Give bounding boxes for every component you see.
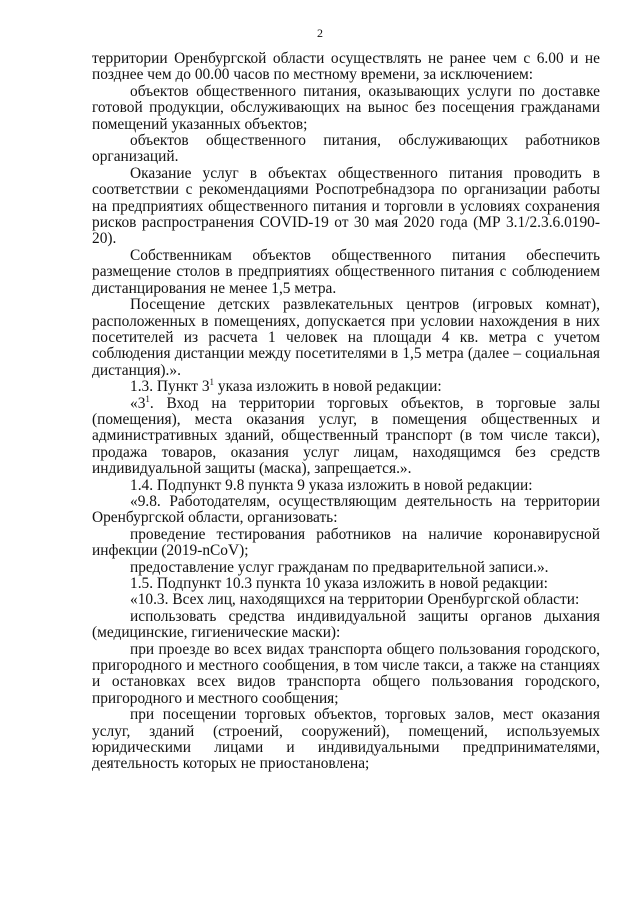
paragraph-7-after: указа изложить в новой редакции: (214, 378, 442, 396)
page-number: 2 (317, 26, 323, 40)
paragraph-15: использовать средства индивидуальной защиты органов дыхания (медицинские, гигиенические маски): (92, 607, 600, 642)
paragraph-7 (92, 379, 600, 395)
superscript: 1 (145, 393, 150, 404)
paragraph-4: Оказание услуг в объектах общественного питания проводить в соответствии с рекомендациями Роспотребнадзора по организации работы на предприятиях общественного питания и торговли в условиях сохранения рисков распространения COVID-19 от 30 мая 2020 года (МР 3.1/2.3.6.0190-20). (92, 164, 600, 248)
paragraph-11: проведение тестирования работников на наличие коронавирусной инфекции (2019-nCoV); (92, 525, 600, 560)
paragraph-13: 1.5. Подпункт 10.3 пункта 10 указа изложить в новой редакции: (130, 575, 548, 592)
paragraph-8-after: . Вход на территории торговых объектов, в торговые залы (помещения), места оказания услуг, в помещения общественных и административных зданий, общественный транспорт (в том числе такси), продажа товаров, оказания услуг лицам, находящимся без средств индивидуальной защиты (маска), запрещается.». (92, 394, 600, 478)
paragraph-12: предоставление услуг гражданам по предварительной записи.». (130, 558, 549, 576)
paragraph-9: 1.4. Подпункт 9.8 пункта 9 указа изложить в новой редакции: (130, 476, 533, 494)
superscript: 1 (209, 377, 215, 388)
paragraph-5: Собственникам объектов общественного питания обеспечить размещение столов в предприятиях общественного питания с соблюдением дистанцирования не менее 1,5 метра. (92, 246, 600, 297)
paragraph-14: «10.3. Всех лиц, находящихся на территории Оренбургской области: (130, 591, 580, 609)
document-body (92, 51, 600, 773)
paragraph-8 (92, 393, 600, 478)
paragraph-16: при проезде во всех видах транспорта общего пользования городского, пригородного и местного сообщения, в том числе такси, а также на станциях и остановках всех видов транспорта общего пользования городского, пригородного и местного сообщения; (92, 640, 600, 707)
paragraph-3: объектов общественного питания, обслуживающих работников организаций. (92, 132, 600, 166)
paragraph-2: объектов общественного питания, оказывающих услуги по доставке готовой продукции, обслуживающих на вынос без посещения гражданами помещений указанных объектов; (92, 82, 600, 133)
paragraph-10: «9.8. Работодателям, осуществляющим деятельность на территории Оренбургской области, организовать: (92, 492, 600, 527)
paragraph-8-text: «3 (130, 394, 146, 412)
paragraph-6: Посещение детских развлекательных центров (игровых комнат), расположенных в помещениях, допускается при условии нахождения в них посетителей из расчета 1 человек на площади 4 кв. метра с учетом соблюдения дистанции между посетителями в 1,5 метра (далее – социальная дистанция).». (92, 296, 600, 379)
paragraph-1: территории Оренбургской области осуществлять не ранее чем с 6.00 и не позднее чем до 00.00 часов по местному времени, за исключением: (92, 50, 600, 84)
paragraph-7-text: 1.3. Пункт 3 (130, 378, 210, 396)
paragraph-17: при посещении торговых объектов, торговых залов, мест оказания услуг, зданий (строений, сооружений), помещений, используемых юридическими лицами и индивидуальными предпринимателями, деятельность которых не приостановлена; (92, 706, 600, 773)
